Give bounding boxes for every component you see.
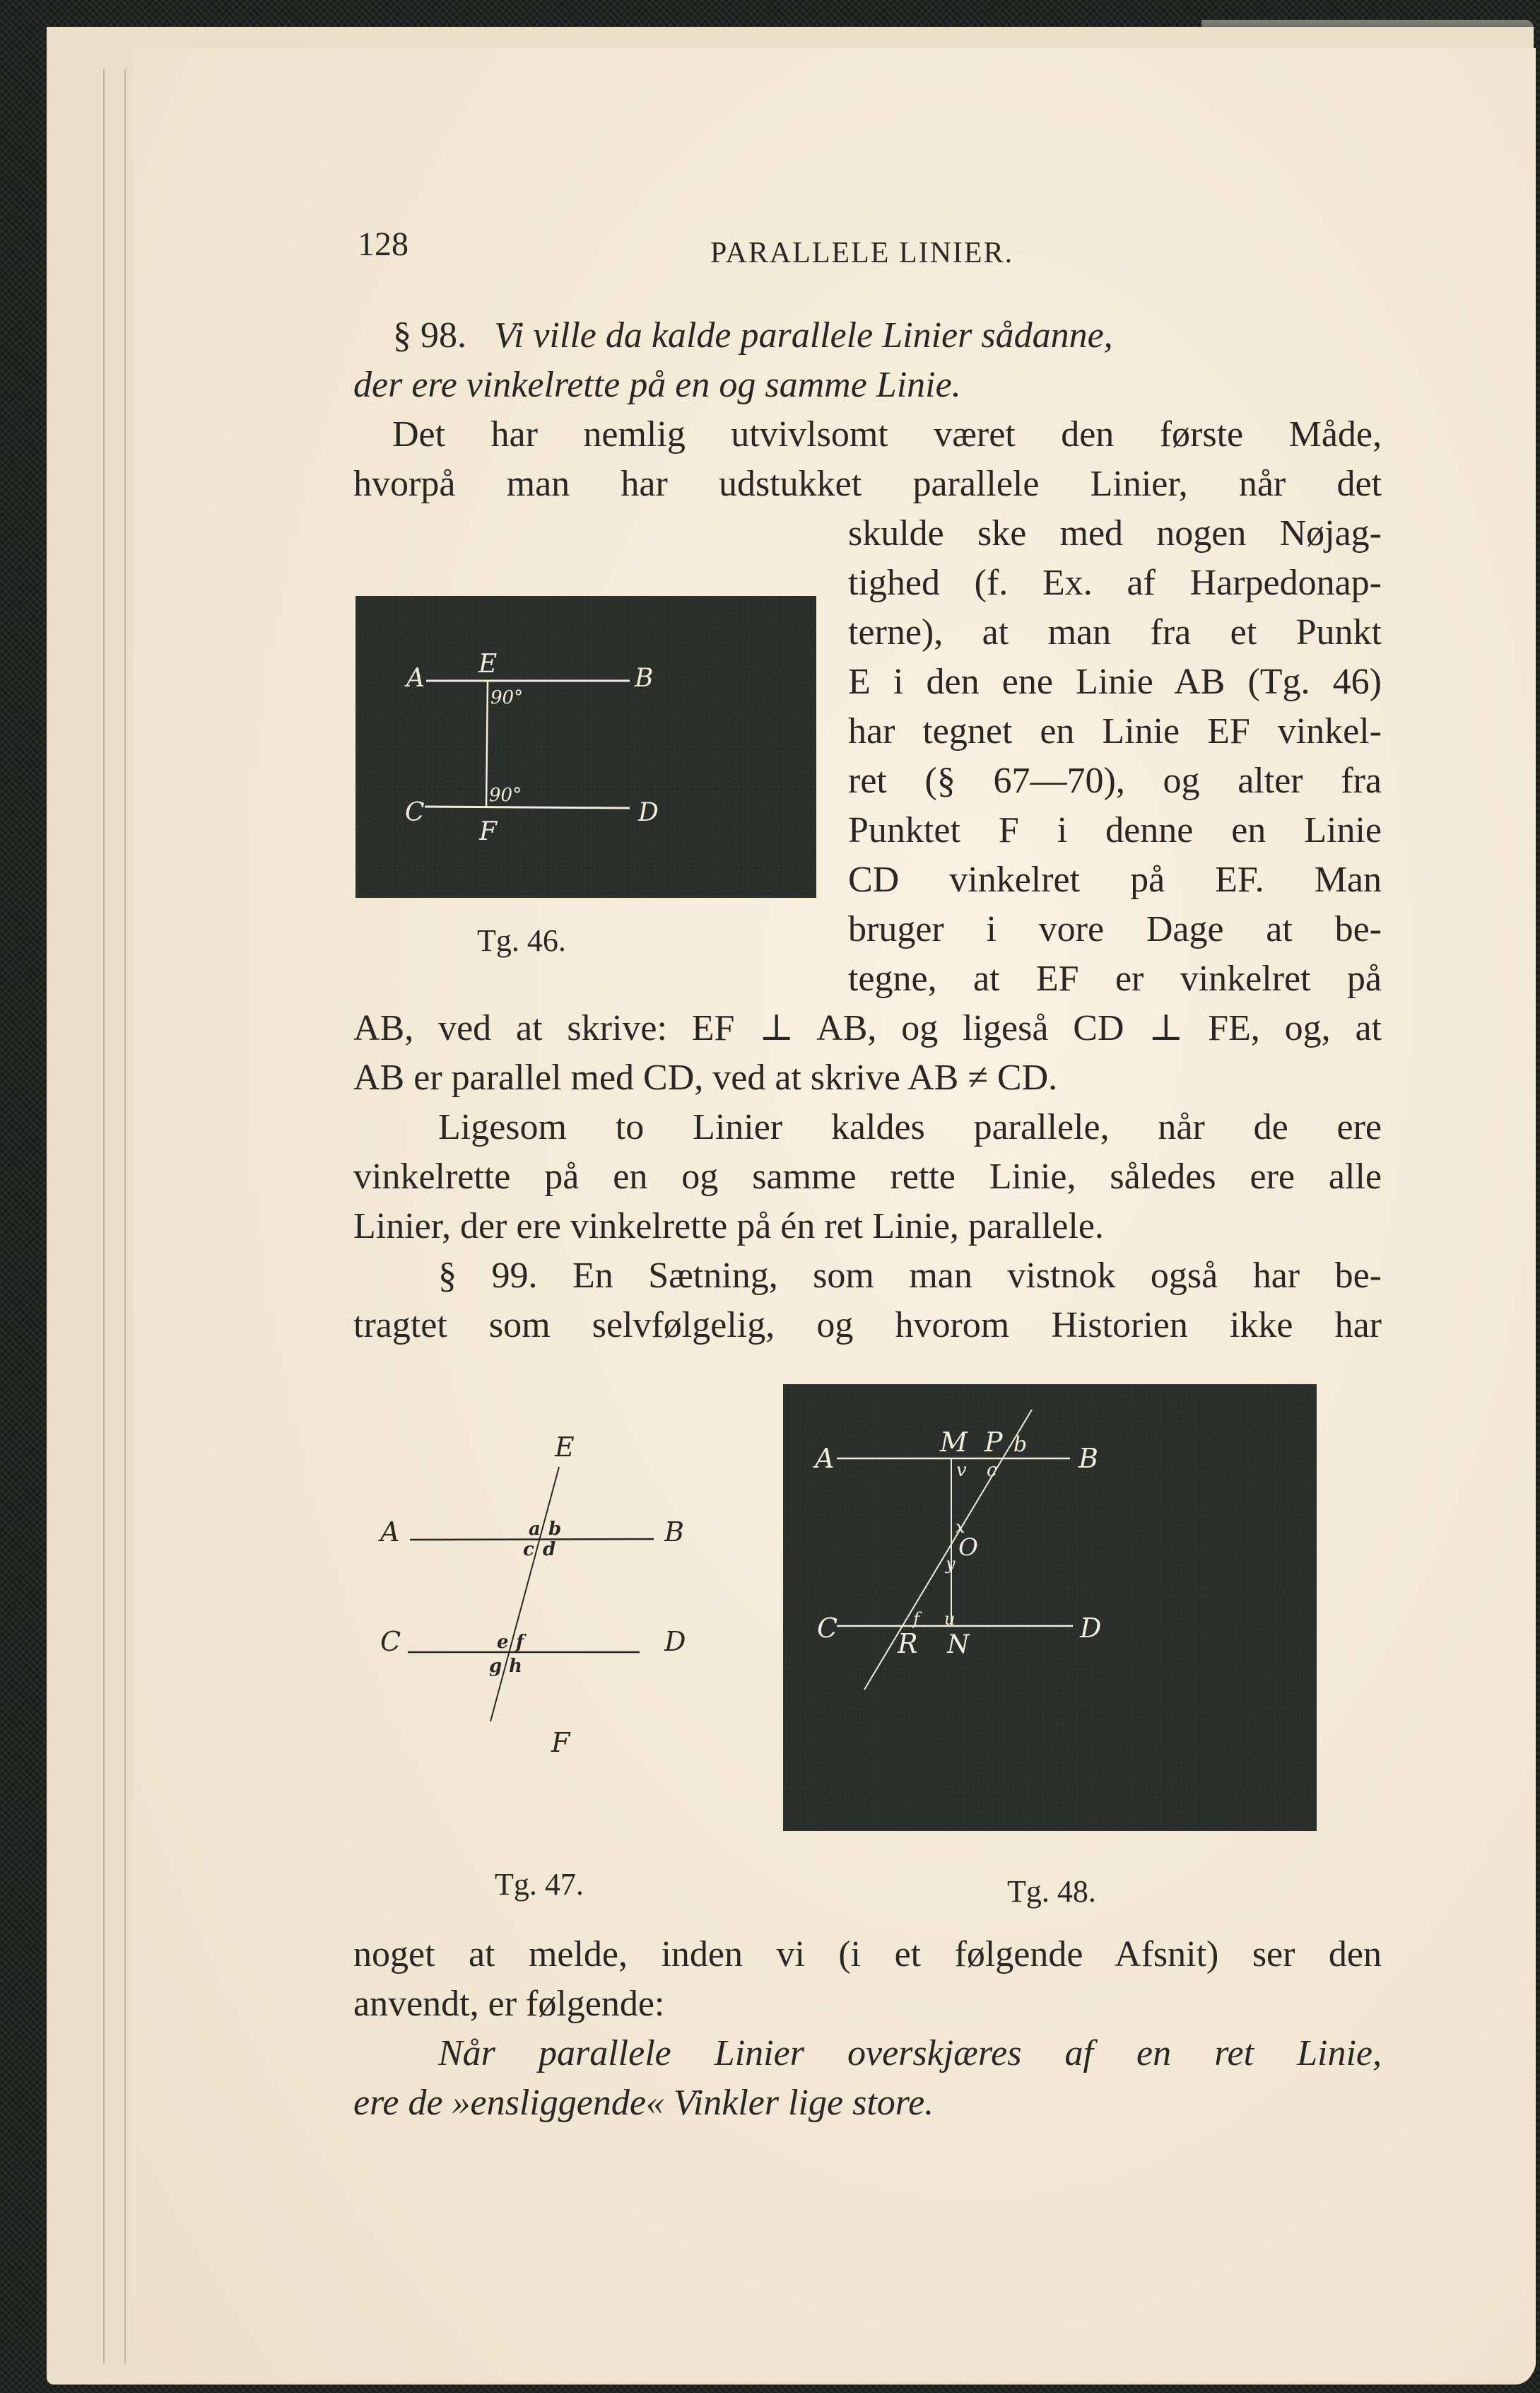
label-h-small: h — [509, 1656, 522, 1677]
text-line: Ligesom to Linier kaldes parallele, når de ere — [438, 1107, 1382, 1147]
label-f-small: f — [913, 1609, 919, 1629]
figure-48 — [783, 1384, 1317, 1831]
running-title: PARALLELE LINIER. — [710, 237, 1014, 269]
label-v: v — [956, 1460, 967, 1481]
label-e: E — [555, 1432, 575, 1463]
label-n: N — [947, 1630, 970, 1659]
label-f: F — [551, 1727, 570, 1758]
text-line: E i den ene Linie AB (Tg. 46) — [848, 662, 1382, 702]
figure-47-diagram — [353, 1407, 749, 1888]
text-line: har tegnet en Linie EF vinkel- — [848, 711, 1382, 751]
label-b: B — [664, 1516, 684, 1547]
label-d: D — [638, 798, 659, 827]
figure-46-diagram — [355, 596, 816, 898]
label-f-small: f — [516, 1632, 524, 1653]
figure-48-diagram — [783, 1384, 1317, 1831]
label-o: O — [958, 1533, 978, 1562]
label-b-small: b — [1013, 1432, 1028, 1457]
label-y: y — [946, 1554, 956, 1574]
line-cd — [425, 807, 630, 808]
text-line: Linier, der ere vinkelrette på én ret Linie, parallele. — [353, 1206, 1104, 1246]
label-e-small: e — [497, 1632, 509, 1653]
label-g-small: g — [489, 1656, 502, 1677]
figure-46 — [355, 596, 816, 898]
text-line: bruger i vore Dage at be- — [848, 909, 1382, 949]
label-u: u — [944, 1609, 956, 1629]
label-c: C — [380, 1626, 401, 1657]
page-edge-line — [124, 69, 126, 2363]
section-99-line: tragtet som selvfølgelig, og hvorom Historien ikke har — [353, 1305, 1382, 1345]
section-98-definition: Vi ville da kalde parallele Linier sådanne, — [494, 315, 1113, 356]
text-line: tighed (f. Ex. af Harpedonap- — [848, 563, 1382, 603]
transversal-ef — [490, 1467, 562, 1721]
label-e: E — [478, 650, 498, 679]
text-line: anvendt, er følgende: — [353, 1984, 665, 2024]
label-a: A — [406, 664, 425, 693]
page-number: 128 — [358, 226, 408, 263]
text-line: AB, ved at skrive: EF ⊥ AB, og ligeså CD ⊥ FE, og, at — [353, 1008, 1382, 1048]
label-c: C — [405, 798, 425, 827]
label-b: B — [1078, 1443, 1098, 1474]
text-line: noget at melde, inden vi (i et følgende Afsnit) ser den — [353, 1934, 1382, 1974]
figure-47-caption: Tg. 47. — [495, 1867, 584, 1902]
label-m: M — [940, 1427, 968, 1458]
text-line: vinkelrette på en og samme rette Linie, således ere alle — [353, 1157, 1382, 1197]
label-f: F — [479, 817, 497, 846]
text-line: AB er parallel med CD, ved at skrive AB ≠ CD. — [353, 1058, 1058, 1098]
text-line: hvorpå man har udstukket parallele Linier, når det — [353, 464, 1382, 504]
figure-46-caption: Tg. 46. — [477, 923, 566, 958]
label-angle-bottom: 90° — [489, 785, 522, 806]
text-line: ret (§ 67—70), og alter fra — [848, 761, 1382, 801]
section-98-number: § 98. — [393, 315, 466, 356]
text-line: Det har nemlig utvivlsomt været den første Måde, — [392, 414, 1382, 455]
label-a: A — [380, 1516, 400, 1547]
section-98-line-1 — [393, 311, 1382, 361]
label-d-small: d — [543, 1539, 556, 1560]
text-line: tegne, at EF er vinkelret på — [848, 959, 1382, 999]
label-p: P — [984, 1427, 1003, 1458]
text-line: terne), at man fra et Punkt — [848, 612, 1382, 653]
section-98-line-2: der ere vinkelrette på en og samme Linie. — [353, 365, 961, 405]
label-c-small: c — [523, 1539, 534, 1560]
line-ef — [486, 681, 488, 807]
label-d: D — [1080, 1613, 1102, 1644]
theorem-line: Når parallele Linier overskjæres af en ret Linie, — [438, 2033, 1382, 2073]
label-r: R — [898, 1628, 918, 1659]
label-b-small: b — [548, 1519, 562, 1540]
label-c-small: c — [987, 1460, 997, 1481]
theorem-line: ere de »ensliggende« Vinkler lige store. — [353, 2083, 934, 2123]
label-a: A — [815, 1443, 835, 1474]
page-edge-line — [103, 69, 105, 2363]
label-x: x — [956, 1517, 965, 1537]
label-b: B — [635, 664, 654, 693]
section-99-line: § 99. En Sætning, som man vistnok også har be- — [438, 1256, 1382, 1296]
text-line: CD vinkelret på EF. Man — [848, 860, 1382, 900]
figure-48-caption: Tg. 48. — [1007, 1874, 1096, 1909]
text-line: Punktet F i denne en Linie — [848, 810, 1382, 850]
label-angle-top: 90° — [490, 687, 524, 708]
figure-47 — [353, 1407, 749, 1888]
label-d: D — [664, 1626, 686, 1657]
label-c: C — [817, 1613, 838, 1644]
text-line: skulde ske med nogen Nøjag- — [848, 513, 1382, 554]
label-a-small: a — [529, 1519, 541, 1540]
